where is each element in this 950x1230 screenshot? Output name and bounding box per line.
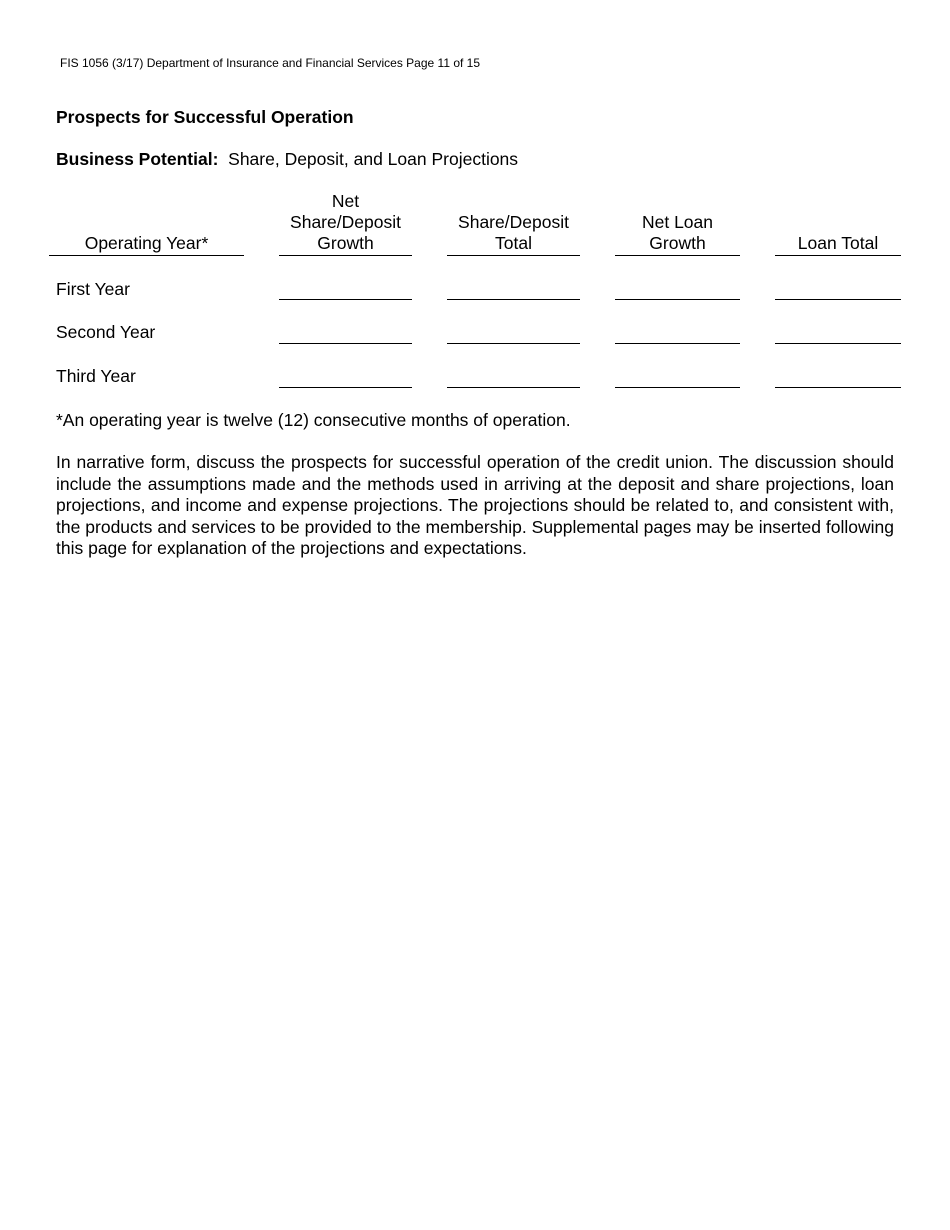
- first-year-net-share-deposit-growth-field[interactable]: [279, 299, 412, 300]
- col-header-loan-total: [775, 233, 901, 256]
- col-header-operating-year: [49, 233, 244, 256]
- subtitle-text: Share, Deposit, and Loan Projections: [228, 149, 519, 169]
- col-header-line: Net: [331, 191, 360, 211]
- col-header-net-loan-growth: [615, 212, 740, 256]
- col-header-line: Growth: [649, 233, 706, 253]
- third-year-loan-total-field[interactable]: [775, 387, 901, 388]
- narrative-instructions: In narrative form, discuss the prospects for successful operation of the credit union. The discussion should include the assumptions made and the methods used in arriving at the deposit and share projections, loan projections, and income and expense projections. The projections should be related to, and consistent with, the products and services to be provided to the membership. Supplemental pages may be inserted following this page for explanation of the projections and expectations.: [56, 452, 894, 558]
- second-year-share-deposit-total-field[interactable]: [447, 343, 580, 344]
- col-header-line: Share/Deposit: [290, 212, 401, 232]
- first-year-loan-total-field[interactable]: [775, 299, 901, 300]
- row-label-third-year: Third Year: [56, 366, 136, 386]
- col-header-line: Loan Total: [797, 233, 879, 253]
- col-header-line: Growth: [317, 233, 374, 253]
- third-year-net-loan-growth-field[interactable]: [615, 387, 740, 388]
- col-header-share-deposit-total: [447, 212, 580, 256]
- section-subtitle: [56, 149, 518, 170]
- third-year-share-deposit-total-field[interactable]: [447, 387, 580, 388]
- operating-year-footnote: *An operating year is twelve (12) consecutive months of operation.: [56, 410, 571, 430]
- col-header-line: Net Loan: [641, 212, 714, 232]
- third-year-net-share-deposit-growth-field[interactable]: [279, 387, 412, 388]
- subtitle-label: Business Potential:: [56, 149, 219, 169]
- first-year-share-deposit-total-field[interactable]: [447, 299, 580, 300]
- first-year-net-loan-growth-field[interactable]: [615, 299, 740, 300]
- second-year-net-share-deposit-growth-field[interactable]: [279, 343, 412, 344]
- col-header-line: Operating Year*: [84, 233, 209, 253]
- second-year-net-loan-growth-field[interactable]: [615, 343, 740, 344]
- row-label-first-year: First Year: [56, 279, 130, 299]
- col-header-line: Share/Deposit: [458, 212, 569, 232]
- col-header-net-share-deposit-growth: [279, 191, 412, 256]
- page-header: FIS 1056 (3/17) Department of Insurance and Financial Services Page 11 of 15: [60, 56, 481, 70]
- row-label-second-year: Second Year: [56, 322, 156, 342]
- section-title: Prospects for Successful Operation: [56, 107, 354, 127]
- second-year-loan-total-field[interactable]: [775, 343, 901, 344]
- col-header-line: Total: [495, 233, 532, 253]
